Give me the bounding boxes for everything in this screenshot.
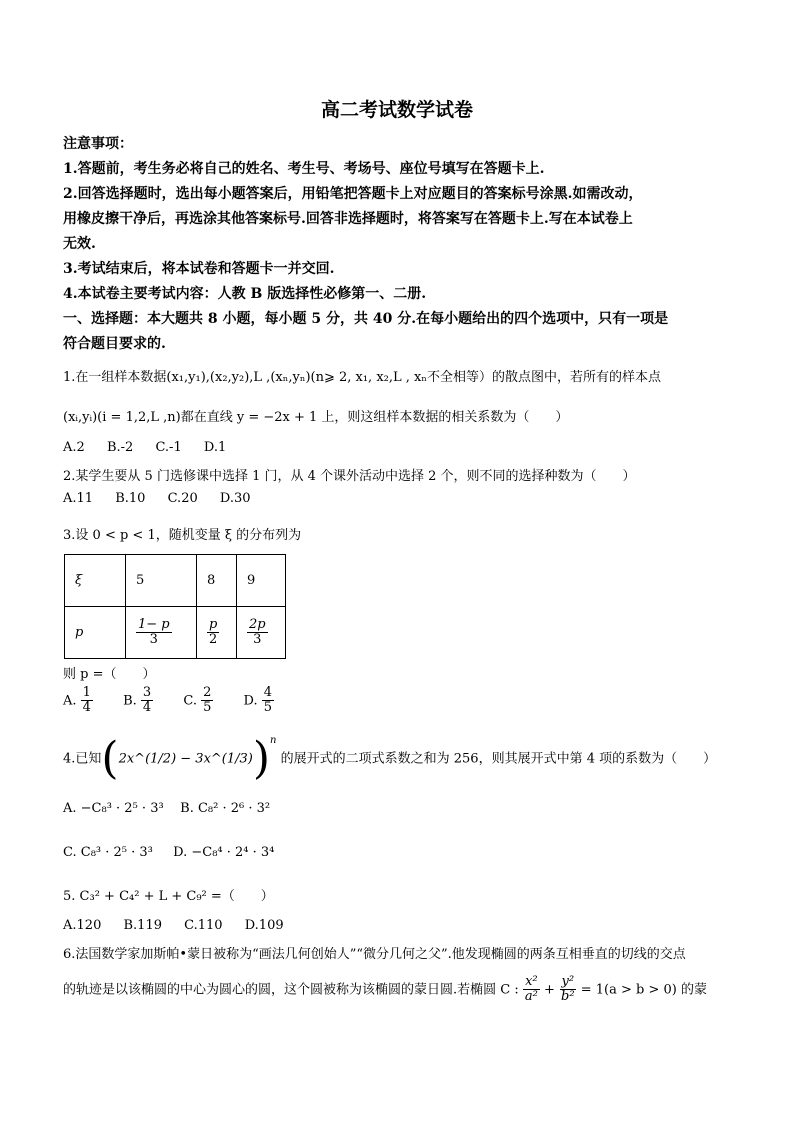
q2-option-b: B.10 — [115, 491, 146, 506]
q2-option-a: A.11 — [63, 491, 94, 506]
option-label: C. — [183, 693, 197, 709]
fraction-numerator: 4 — [263, 685, 273, 700]
left-paren: ( — [101, 733, 119, 784]
fraction-denominator: 5 — [203, 700, 212, 716]
table-cell — [126, 607, 197, 659]
q4-exponent: n — [270, 735, 277, 747]
fraction — [81, 686, 93, 716]
table-cell — [197, 607, 237, 659]
option-label: D. — [243, 693, 258, 709]
q2-options — [63, 491, 269, 506]
section-heading-line-1: 一、选择题：本大题共 8 小题，每小题 5 分，共 40 分.在每小题给出的四个选项中，只有一项是 — [63, 311, 669, 327]
fraction-numerator: 2 — [203, 685, 212, 700]
q5-option-b: B.119 — [123, 918, 162, 933]
q4-option-b: B. C₈² · 2⁶ · 3² — [180, 801, 271, 816]
fraction — [262, 686, 274, 716]
q3-option-d — [244, 686, 275, 716]
q6-line-2 — [63, 975, 707, 1005]
q1-line-1: 1.在一组样本数据(x₁,y₁),(x₂,y₂),L ,(xₙ,yₙ)(n⩾ 2, x₁, x₂,L , xₙ不全相等）的散点图中，若所有的样本点 — [63, 370, 661, 385]
q1-line-2: (xᵢ,yᵢ)(i = 1,2,L ,n)都在直线 y = −2x + 1 上，则这组样本数据的相关系数为（ ） — [63, 410, 569, 425]
fraction-denominator: 2 — [209, 632, 218, 647]
fraction — [523, 975, 540, 1005]
right-paren: ) — [252, 733, 271, 784]
q1-options — [63, 440, 244, 455]
q4-option-a: A. −C₈³ · 2⁵ · 3³ — [63, 801, 164, 816]
table-cell: 8 — [197, 555, 237, 607]
q6-line-2-text: 的轨迹是以该椭圆的中心为圆心的圆，这个圆被称为该椭圆的蒙日圆.若椭圆 C : — [63, 982, 519, 998]
fraction — [207, 618, 219, 648]
note-line-5: 3.考试结束后，将本试卷和答题卡一并交回. — [63, 261, 335, 277]
option-label: A. — [63, 693, 77, 709]
q1-option-c: C.-1 — [155, 440, 182, 455]
q5-option-c: C.110 — [184, 918, 223, 933]
q4-option-d: D. −C₈⁴ · 2⁴ · 3⁴ — [173, 845, 275, 860]
q5-option-a: A.120 — [63, 918, 102, 933]
q5-options — [63, 918, 302, 933]
q1-option-b: B.-2 — [106, 440, 134, 455]
section-heading-line-2: 符合题目要求的. — [63, 336, 166, 352]
q4-options-row-2 — [63, 845, 274, 860]
table-cell: p — [65, 607, 126, 659]
q6-line-2-end: = 1(a > b > 0) 的蒙 — [580, 982, 707, 998]
q5-line-1: 5. C₃² + C₄² + L + C₉² =（ ） — [63, 889, 274, 904]
fraction — [141, 686, 153, 716]
q6-line-1: 6.法国数学家加斯帕•蒙日被称为“画法几何创始人”“微分几何之父”.他发现椭圆的两条互相垂直的切线的交点 — [63, 947, 686, 962]
distribution-table — [64, 554, 286, 659]
fraction-denominator: b² — [561, 989, 575, 1005]
fraction — [201, 686, 213, 716]
fraction-denominator: 4 — [142, 700, 152, 716]
plus-sign: + — [543, 982, 555, 998]
fraction-denominator: 3 — [253, 632, 262, 647]
fraction-numerator: 2p — [249, 616, 266, 632]
q4-options-row-1 — [63, 801, 270, 816]
fraction-numerator: p — [209, 616, 218, 632]
fraction-denominator: 4 — [82, 700, 91, 716]
fraction-denominator: 5 — [263, 700, 273, 716]
q1-option-a: A.2 — [63, 440, 85, 455]
table-cell: 5 — [126, 555, 197, 607]
table-cell: 9 — [237, 555, 286, 607]
fraction-denominator: a² — [524, 989, 538, 1005]
q3-line-1: 3.设 0 < p < 1，随机变量 ξ 的分布列为 — [63, 528, 302, 543]
note-line-3: 用橡皮擦干净后，再选涂其他答案标号.回答非选择题时，将答案写在答题卡上.写在本试卷上 — [63, 211, 633, 227]
q3-ask: 则 p =（ ） — [63, 667, 156, 682]
q3-option-c — [183, 686, 213, 716]
fraction-numerator: 3 — [142, 685, 152, 700]
q5-option-d: D.109 — [244, 918, 284, 933]
fraction — [136, 618, 172, 648]
page-title: 高二考试数学试卷 — [320, 99, 473, 121]
option-label: B. — [123, 693, 137, 709]
q1-option-d: D.1 — [203, 440, 227, 455]
note-line-2: 2.回答选择题时，选出每小题答案后，用铅笔把答题卡上对应题目的答案标号涂黑.如需改动， — [63, 186, 643, 202]
q4-line-1 — [63, 733, 717, 784]
q3-option-b — [123, 686, 153, 716]
notes-heading: 注意事项： — [63, 136, 133, 152]
note-line-4: 无效. — [63, 236, 96, 252]
table-row — [65, 555, 286, 607]
q2-option-c: C.20 — [167, 491, 198, 506]
q2-option-d: D.30 — [219, 491, 251, 506]
table-cell — [237, 607, 286, 659]
table-row — [65, 607, 286, 659]
fraction-numerator: x² — [525, 974, 538, 989]
table-cell: ξ — [65, 555, 126, 607]
q3-option-a — [63, 686, 93, 716]
q2-line-1: 2.某学生要从 5 门选修课中选择 1 门，从 4 个课外活动中选择 2 个，则不同的选择种数为（ ） — [63, 469, 636, 484]
q3-options — [63, 686, 292, 716]
fraction — [559, 975, 577, 1005]
fraction-numerator: 1− p — [138, 616, 170, 632]
note-line-6: 4.本试卷主要考试内容：人教 B 版选择性必修第一、二册. — [63, 286, 427, 302]
q4-option-c: C. C₈³ · 2⁵ · 3³ — [63, 845, 153, 860]
note-line-1: 1.答题前，考生务必将自己的姓名、考生号、考场号、座位号填写在答题卡上. — [63, 161, 545, 177]
q4-suffix: 的展开式的二项式系数之和为 256，则其展开式中第 4 项的系数为（ ） — [280, 751, 717, 767]
fraction-numerator: 1 — [82, 685, 91, 700]
fraction-numerator: y² — [561, 974, 575, 989]
q4-prefix: 4.已知 — [63, 751, 102, 767]
fraction-denominator: 3 — [149, 632, 158, 647]
q4-expression: 2x^(1/2) − 3x^(1/3) — [118, 751, 253, 767]
fraction — [247, 618, 268, 648]
